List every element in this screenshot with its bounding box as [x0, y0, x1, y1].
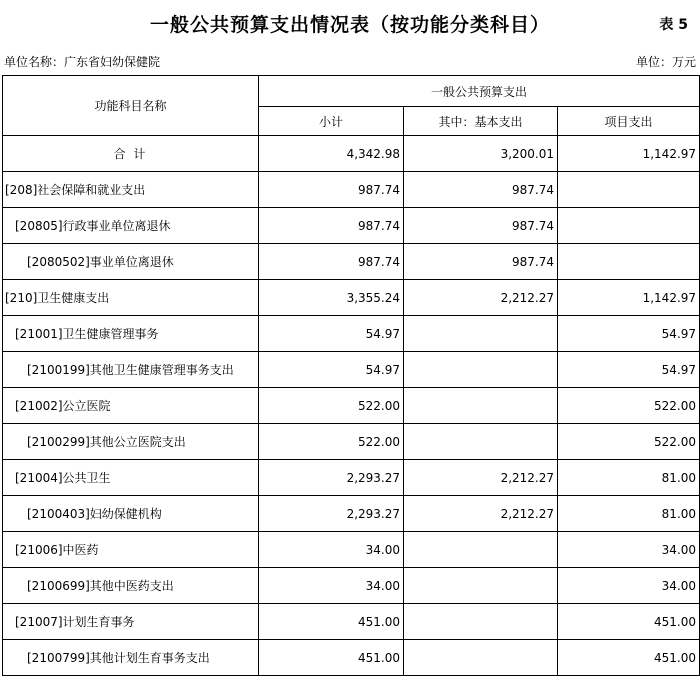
- row-basic: [404, 352, 558, 388]
- row-subtotal: 34.00: [259, 532, 404, 568]
- row-subtotal: 34.00: [259, 568, 404, 604]
- row-basic: [404, 316, 558, 352]
- row-basic: [404, 532, 558, 568]
- row-function-name: [2100699]其他中医药支出: [3, 568, 259, 604]
- row-project: 522.00: [558, 388, 700, 424]
- column-header-basic: 其中：基本支出: [404, 107, 558, 136]
- row-function-name: [2100403]妇幼保健机构: [3, 496, 259, 532]
- table-row: [3, 316, 700, 352]
- table-row: [3, 460, 700, 496]
- row-function-name: [21002]公立医院: [3, 388, 259, 424]
- row-project: 34.00: [558, 532, 700, 568]
- row-basic: 987.74: [404, 208, 558, 244]
- row-project: [558, 172, 700, 208]
- row-project: 81.00: [558, 460, 700, 496]
- row-project: 54.97: [558, 352, 700, 388]
- row-function-name: [21004]公共卫生: [3, 460, 259, 496]
- row-project: [558, 244, 700, 280]
- row-subtotal: 987.74: [259, 208, 404, 244]
- table-row: [3, 424, 700, 460]
- row-project: 34.00: [558, 568, 700, 604]
- row-basic: 2,212.27: [404, 460, 558, 496]
- row-subtotal: 3,355.24: [259, 280, 404, 316]
- header-row-1: [3, 76, 700, 107]
- row-basic: 987.74: [404, 244, 558, 280]
- page-title: 一般公共预算支出情况表（按功能分类科目）: [149, 14, 550, 36]
- row-basic: 2,212.27: [404, 280, 558, 316]
- table-row: [3, 496, 700, 532]
- table-row: [3, 388, 700, 424]
- table-number: 表 5: [659, 17, 688, 33]
- row-subtotal: 54.97: [259, 352, 404, 388]
- total-row: [3, 136, 700, 172]
- column-header-function-name: 功能科目名称: [3, 76, 259, 136]
- currency-unit-label: 单位：万元: [635, 55, 696, 69]
- row-function-name: [2100299]其他公立医院支出: [3, 424, 259, 460]
- row-project: [558, 208, 700, 244]
- row-basic: [404, 604, 558, 640]
- row-basic: [404, 388, 558, 424]
- table-row: [3, 172, 700, 208]
- table-row: [3, 532, 700, 568]
- table-row: [3, 352, 700, 388]
- row-subtotal: 987.74: [259, 172, 404, 208]
- row-project: 54.97: [558, 316, 700, 352]
- table-row: [3, 568, 700, 604]
- row-project: 81.00: [558, 496, 700, 532]
- row-function-name: [2100199]其他卫生健康管理事务支出: [3, 352, 259, 388]
- unit-name-label: 单位名称：广东省妇幼保健院: [4, 55, 161, 69]
- row-project: 1,142.97: [558, 280, 700, 316]
- table-row: [3, 640, 700, 676]
- row-subtotal: 522.00: [259, 388, 404, 424]
- row-subtotal: 2,293.27: [259, 496, 404, 532]
- row-function-name: [208]社会保障和就业支出: [3, 172, 259, 208]
- row-subtotal: 522.00: [259, 424, 404, 460]
- column-header-group: 一般公共预算支出: [259, 76, 700, 107]
- row-function-name: [2080502]事业单位离退休: [3, 244, 259, 280]
- expenditure-table: [2, 75, 700, 676]
- table-row: [3, 208, 700, 244]
- row-project: 522.00: [558, 424, 700, 460]
- row-subtotal: 2,293.27: [259, 460, 404, 496]
- table-row: [3, 244, 700, 280]
- table-row: [3, 604, 700, 640]
- total-subtotal: 4,342.98: [259, 136, 404, 172]
- row-subtotal: 451.00: [259, 604, 404, 640]
- row-project: 451.00: [558, 640, 700, 676]
- row-function-name: [210]卫生健康支出: [3, 280, 259, 316]
- row-function-name: [21001]卫生健康管理事务: [3, 316, 259, 352]
- table-row: [3, 280, 700, 316]
- column-header-subtotal: 小计: [259, 107, 404, 136]
- row-function-name: [2100799]其他计划生育事务支出: [3, 640, 259, 676]
- row-function-name: [20805]行政事业单位离退休: [3, 208, 259, 244]
- row-subtotal: 451.00: [259, 640, 404, 676]
- row-function-name: [21007]计划生育事务: [3, 604, 259, 640]
- row-subtotal: 54.97: [259, 316, 404, 352]
- total-label: 合 计: [3, 136, 259, 172]
- row-basic: [404, 640, 558, 676]
- total-project: 1,142.97: [558, 136, 700, 172]
- row-function-name: [21006]中医药: [3, 532, 259, 568]
- column-header-project: 项目支出: [558, 107, 700, 136]
- row-subtotal: 987.74: [259, 244, 404, 280]
- total-basic: 3,200.01: [404, 136, 558, 172]
- row-project: 451.00: [558, 604, 700, 640]
- row-basic: 2,212.27: [404, 496, 558, 532]
- row-basic: [404, 424, 558, 460]
- row-basic: 987.74: [404, 172, 558, 208]
- row-basic: [404, 568, 558, 604]
